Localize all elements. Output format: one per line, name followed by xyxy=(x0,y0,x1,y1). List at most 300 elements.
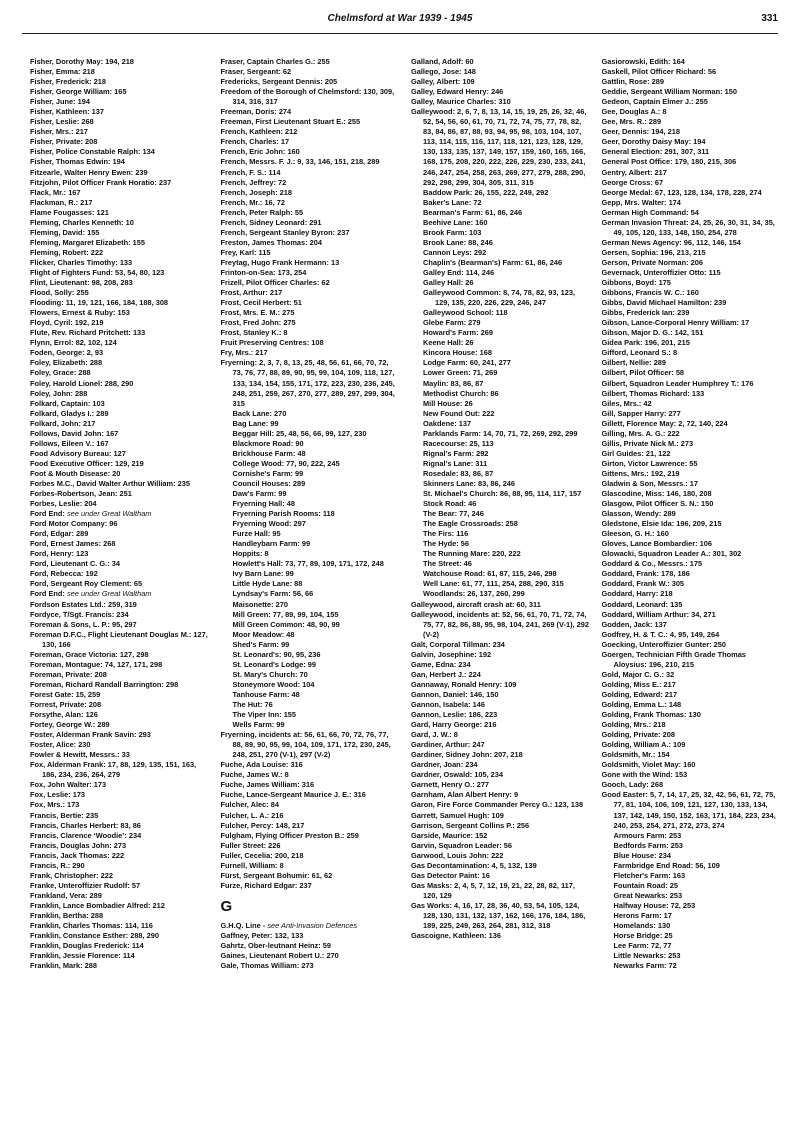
index-entry xyxy=(411,720,590,730)
index-entry xyxy=(602,178,781,188)
index-entry xyxy=(30,67,209,77)
entry-text: Foreman & Sons, L. P.: 95, 297 xyxy=(30,619,137,629)
entry-text: Rignal's Lane: 311 xyxy=(423,458,488,468)
index-subentry xyxy=(221,459,400,469)
index-entry xyxy=(30,107,209,117)
index-entry xyxy=(411,77,590,87)
index-entry xyxy=(602,268,781,278)
index-entry xyxy=(221,178,400,188)
index-entry xyxy=(221,348,400,358)
entry-text: Galleywood School: 118 xyxy=(423,308,508,318)
entry-text: Gilling, Mrs. A. G.: 222 xyxy=(601,428,680,438)
index-subentry xyxy=(411,379,590,389)
entry-text: Tanhouse Farm: 48 xyxy=(232,689,300,699)
entry-text: Gardner, Joan: 234 xyxy=(411,760,478,770)
entry-text: Fuche, Ada Louise: 316 xyxy=(220,760,303,770)
index-entry xyxy=(602,770,781,780)
entry-text: Gilbert, Thomas Richard: 133 xyxy=(601,388,705,398)
entry-text: Garwood, Louis John: 222 xyxy=(411,850,504,860)
index-entry xyxy=(221,218,400,228)
index-entry xyxy=(602,630,781,640)
index-entry xyxy=(602,790,781,830)
index-entry xyxy=(221,338,400,348)
entry-text: Galley Hall: 26 xyxy=(423,278,474,288)
index-entry xyxy=(221,238,400,248)
entry-text: Flight of Fighters Fund: 53, 54, 80, 123 xyxy=(30,267,165,277)
entry-text: Gannon, Isabela: 146 xyxy=(411,700,485,709)
index-subentry xyxy=(221,640,400,650)
index-entry xyxy=(411,740,590,750)
entry-text: St. Leonard's: 90, 95, 236 xyxy=(232,649,321,659)
index-entry xyxy=(221,77,400,87)
index-entry xyxy=(30,941,209,951)
entry-text: Fitzjohn, Pilot Officer Frank Horatio: 237 xyxy=(30,177,172,187)
index-subentry xyxy=(221,710,400,720)
index-subentry xyxy=(602,841,781,851)
index-entry xyxy=(411,931,590,941)
entry-text: Ford, Ernest James: 268 xyxy=(30,539,116,549)
entry-text: French, Sergeant Stanley Byron: 237 xyxy=(220,227,350,237)
index-entry xyxy=(221,931,400,941)
entry-text: Beggar Hill: 25, 48, 56, 66, 99, 127, 230 xyxy=(232,428,367,438)
index-subentry xyxy=(411,559,590,569)
entry-text: Frey, Karl: 115 xyxy=(220,247,271,257)
index-entry xyxy=(602,298,781,308)
index-subentry xyxy=(411,288,590,308)
index-entry xyxy=(30,881,209,891)
entry-text: French, Joseph: 218 xyxy=(220,187,292,197)
index-entry xyxy=(30,569,209,579)
index-entry xyxy=(30,57,209,67)
entry-text: Gahrtz, Ober-leutnant Heinz: 59 xyxy=(220,940,331,950)
running-header xyxy=(22,5,778,34)
entry-text: Golding, Frank Thomas: 130 xyxy=(601,710,701,720)
entry-text: Goddard, William Arthur: 34, 271 xyxy=(601,609,716,619)
entry-text: Galleywood, aircraft crash at: 60, 311 xyxy=(411,599,541,609)
entry-text: French, Peter Ralph: 55 xyxy=(220,207,304,217)
entry-text: Bag Lane: 99 xyxy=(232,418,279,428)
entry-text: Lower Green: 71, 269 xyxy=(423,368,498,378)
index-entry xyxy=(602,168,781,178)
entry-text: Geddie, Sergeant William Norman: 150 xyxy=(601,87,737,97)
entry-text: Franklin, Douglas Frederick: 114 xyxy=(30,941,144,951)
index-entry xyxy=(602,258,781,268)
index-entry xyxy=(30,710,209,720)
entry-text: Foreman, Grace Victoria: 127, 298 xyxy=(30,649,149,659)
index-entry xyxy=(602,569,781,579)
entry-text: Fleming, David: 155 xyxy=(30,227,100,237)
entry-text: Forbes M.C., David Walter Arthur William: 235 xyxy=(30,478,190,488)
index-entry xyxy=(221,67,400,77)
entry-text: G.H.Q. Line - xyxy=(220,920,266,930)
index-entry xyxy=(602,318,781,328)
entry-text: Fisher, Dorothy May: 194, 218 xyxy=(30,57,134,66)
index-entry xyxy=(221,881,400,891)
index-entry xyxy=(30,720,209,730)
index-entry xyxy=(30,268,209,278)
index-subentry xyxy=(221,549,400,559)
index-entry xyxy=(221,770,400,780)
entry-text: Stock Road: 46 xyxy=(423,499,477,509)
entry-text: Foster, Alice: 230 xyxy=(30,740,91,750)
index-entry xyxy=(221,851,400,861)
index-entry xyxy=(30,419,209,429)
index-entry xyxy=(30,620,209,630)
index-entry xyxy=(221,278,400,288)
index-entry xyxy=(221,951,400,961)
index-entry xyxy=(221,228,400,238)
index-subentry xyxy=(411,348,590,358)
index-entry xyxy=(30,911,209,921)
index-subentry xyxy=(411,238,590,248)
entry-text: Golding, Edward: 217 xyxy=(601,689,678,699)
index-entry xyxy=(411,107,590,187)
index-column-3 xyxy=(411,57,590,1132)
entry-text: Fryerning Parish Rooms: 118 xyxy=(232,509,335,519)
entry-text: Frinton-on-Sea: 173, 254 xyxy=(220,267,307,277)
index-entry xyxy=(602,610,781,620)
entry-text: New Found Out: 222 xyxy=(423,408,495,418)
index-subentry xyxy=(221,650,400,660)
entry-text: Gloves, Lance Bombardier: 106 xyxy=(601,539,712,549)
index-entry xyxy=(30,499,209,509)
entry-text: Fountain Road: 25 xyxy=(613,880,678,890)
entry-text: Fuche, James W.: 8 xyxy=(220,770,289,780)
index-entry xyxy=(30,800,209,810)
index-entry xyxy=(602,77,781,87)
index-column-2 xyxy=(221,57,400,1132)
index-entry xyxy=(411,841,590,851)
entry-text: Golding, Emma L.: 148 xyxy=(601,700,682,709)
entry-text: Galvin, Josephine: 192 xyxy=(411,649,492,659)
index-subentry xyxy=(411,258,590,268)
index-subentry xyxy=(411,569,590,579)
entry-text: Gardiner, Arthur: 247 xyxy=(411,740,485,750)
entry-text: Fürst, Sergeant Bohumir: 61, 62 xyxy=(220,870,333,880)
book-title: Chelmsford at War 1939 - 1945 xyxy=(327,13,473,24)
entry-text: Forsythe, Alan: 126 xyxy=(30,710,98,720)
index-entry xyxy=(30,358,209,368)
entry-text: Howard's Farm: 269 xyxy=(423,328,493,338)
index-entry xyxy=(30,650,209,660)
index-subentry xyxy=(411,338,590,348)
entry-text: Fisher, George William: 165 xyxy=(30,87,127,97)
index-subentry xyxy=(602,921,781,931)
entry-text: Food Executive Officer: 129, 219 xyxy=(30,458,144,468)
index-entry xyxy=(411,610,590,640)
index-entry xyxy=(221,107,400,117)
index-entry xyxy=(602,559,781,569)
index-subentry xyxy=(221,680,400,690)
entry-text: Ford, Rebecca: 192 xyxy=(30,569,98,579)
entry-text: Gone with the Wind: 153 xyxy=(601,770,688,780)
entry-text: Racecourse: 25, 113 xyxy=(423,438,494,448)
see-reference: see Anti-Invasion Defences xyxy=(267,920,358,930)
index-subentry xyxy=(411,409,590,419)
index-entry xyxy=(411,600,590,610)
entry-text: Folkard, John: 217 xyxy=(30,418,96,428)
index-entry xyxy=(221,780,400,790)
entry-text: Francis, Clarence ‘Woodie’: 234 xyxy=(30,830,142,840)
entry-text: College Wood: 77, 90, 222, 245 xyxy=(232,458,340,468)
entry-text: French, F. S.: 114 xyxy=(220,167,281,177)
entry-text: Fortey, George W.: 289 xyxy=(30,720,110,730)
index-entry xyxy=(221,117,400,127)
index-subentry xyxy=(411,278,590,288)
entry-text: French, Kathleen: 212 xyxy=(220,127,298,137)
entry-text: Franke, Unteroffizier Rudolf: 57 xyxy=(30,880,141,890)
index-entry xyxy=(30,228,209,238)
entry-text: Ford, Edgar: 289 xyxy=(30,529,89,539)
index-subentry xyxy=(411,419,590,429)
entry-text: The Bear: 77, 246 xyxy=(423,509,484,519)
entry-text: Glebe Farm: 279 xyxy=(423,318,481,328)
index-entry xyxy=(602,348,781,358)
index-entry xyxy=(602,620,781,630)
entry-text: Beehive Lane: 160 xyxy=(423,217,488,227)
entry-text: Garnham, Alan Albert Henry: 9 xyxy=(411,790,519,800)
index-entry xyxy=(30,379,209,389)
index-subentry xyxy=(602,881,781,891)
entry-text: Gifford, Leonard S.: 8 xyxy=(601,348,678,358)
entry-text: Franklin, Bertha: 288 xyxy=(30,910,104,920)
entry-text: Farmbridge End Road: 56, 109 xyxy=(613,860,720,870)
entry-text: Frost, Mrs. E. M.: 275 xyxy=(220,308,295,318)
entry-text: Kincora House: 168 xyxy=(423,348,493,358)
entry-text: Back Lane: 270 xyxy=(232,408,287,418)
entry-text: Galland, Adolf: 60 xyxy=(411,57,474,66)
index-subentry xyxy=(602,861,781,871)
index-subentry xyxy=(411,549,590,559)
index-entry xyxy=(30,821,209,831)
entry-text: Fuche, James William: 316 xyxy=(220,780,315,790)
entry-text: Fraser, Captain Charles G.: 255 xyxy=(220,57,330,66)
entry-text: Folkard, Gladys I.: 289 xyxy=(30,408,109,418)
entry-text: Fry, Mrs.: 217 xyxy=(220,348,268,358)
entry-text: Fuller Street: 226 xyxy=(220,840,281,850)
entry-text: Franklin, Constance Esther: 288, 290 xyxy=(30,931,159,941)
entry-text: Galley End: 114, 246 xyxy=(423,267,495,277)
index-subentry xyxy=(221,429,400,439)
index-entry xyxy=(411,760,590,770)
index-entry xyxy=(602,449,781,459)
index-entry xyxy=(30,368,209,378)
index-entry xyxy=(30,137,209,147)
entry-text: Gibson, Major D. G.: 142, 151 xyxy=(601,328,704,338)
entry-text: Gibbs, Frederick Ian: 239 xyxy=(601,308,690,318)
entry-text: French, Eric John: 160 xyxy=(220,147,300,157)
index-entry xyxy=(411,660,590,670)
index-subentry xyxy=(411,489,590,499)
entry-text: Fryerning Hall: 48 xyxy=(232,499,295,509)
entry-text: Fisher, Thomas Edwin: 194 xyxy=(30,157,125,167)
index-entry xyxy=(221,730,400,760)
entry-text: Well Lane: 61, 77, 111, 254, 288, 290, 315 xyxy=(423,579,564,589)
index-entry xyxy=(221,258,400,268)
entry-text: Cannon Leys: 292 xyxy=(423,247,487,257)
entry-text: Brook Farm: 103 xyxy=(423,227,482,237)
index-entry xyxy=(602,650,781,670)
entry-text: Fryerning, incidents at: 56, 61, 66, 70, 72, 76, 77, 88, 89, 90, 95, 99, 104, 109, 171, 172, 230, 245, 248, 251, 270 (V-1), 297 (V-2) xyxy=(220,730,391,760)
entry-text: General Election: 291, 307, 311 xyxy=(601,147,710,157)
index-entry xyxy=(411,750,590,760)
index-subentry xyxy=(221,569,400,579)
index-entry xyxy=(221,800,400,810)
index-subentry xyxy=(221,479,400,489)
entry-text: Maisonette: 270 xyxy=(232,599,288,609)
entry-text: Gerson, Private Norman: 206 xyxy=(601,257,703,267)
entry-text: Garnett, Henry O.: 277 xyxy=(411,780,490,790)
entry-text: Foreman, Montague: 74, 127, 171, 298 xyxy=(30,659,163,669)
index-entry xyxy=(221,790,400,800)
index-entry xyxy=(221,921,400,931)
entry-text: Flute, Rev. Richard Pritchett: 133 xyxy=(30,328,146,338)
entry-text: Franklin, Mark: 288 xyxy=(30,961,97,971)
entry-text: Foreman D.F.C., Flight Lieutenant Douglas M.: 127, 130, 166 xyxy=(30,629,208,649)
index-entry xyxy=(30,208,209,218)
index-entry xyxy=(602,238,781,248)
index-entry xyxy=(411,790,590,800)
entry-text: Flicker, Charles Timothy: 133 xyxy=(30,257,133,267)
index-subentry xyxy=(602,851,781,861)
entry-text: Goddard & Co., Messrs.: 175 xyxy=(601,559,703,569)
index-entry xyxy=(221,841,400,851)
index-entry xyxy=(30,690,209,700)
see-reference: see under Great Waltham xyxy=(66,509,152,519)
entry-text: Gardiner, Sidney John: 207, 218 xyxy=(411,750,523,760)
entry-text: French, Mr.: 16, 72 xyxy=(220,197,285,207)
entry-text: Francis, Jack Thomas: 222 xyxy=(30,850,125,860)
entry-text: Methodist Church: 86 xyxy=(423,388,499,398)
entry-text: Goddard, Frank: 178, 186 xyxy=(601,569,690,579)
index-entry xyxy=(30,338,209,348)
index-entry xyxy=(411,770,590,780)
entry-text: Frost, Arthur: 217 xyxy=(220,288,283,298)
entry-text: Rignal's Farm: 292 xyxy=(423,448,489,458)
index-entry xyxy=(30,529,209,539)
index-subentry xyxy=(411,218,590,228)
entry-text: Golding, William A.: 109 xyxy=(601,740,686,750)
index-entry xyxy=(602,640,781,650)
index-entry xyxy=(30,328,209,338)
entry-text: Galleywood: 2, 6, 7, 8, 13, 14, 15, 19, 25, 26, 32, 46, 52, 54, 56, 60, 61, 70, 71, 72, 74, 75, 77, 78, 82, 83, 84, 86, 87, 88, 93, 94, 95, 98, 103, 104, 107, 113, 114, 115, 116, 117, 118, 121, 123, 128, 129, 130, 133, 135, 137, 149, 157, 159, 160, 165, 166, 168, 175, 208, 220, 222, 226, 229, 230, 233, 241, 246, 247, 254, 258, 263, 269, 277, 279, 288, 290, 292, 298, 299, 304, 305, 311, 315 xyxy=(411,107,587,187)
index-entry xyxy=(602,429,781,439)
index-entry xyxy=(30,589,209,599)
entry-text: Cornishe's Farm: 99 xyxy=(232,468,304,478)
entry-text: The Hyde: 56 xyxy=(423,539,470,549)
index-entry xyxy=(30,218,209,228)
page-number: 331 xyxy=(761,13,778,24)
entry-text: Gee, Mrs. R.: 289 xyxy=(601,117,662,127)
entry-text: The Running Mare: 220, 222 xyxy=(423,549,521,559)
entry-text: Fuche, Lance-Sergeant Maurice J. E.: 316 xyxy=(220,790,366,800)
entry-text: The Hut: 76 xyxy=(232,700,273,709)
index-entry xyxy=(30,750,209,760)
index-entry xyxy=(221,198,400,208)
index-entry xyxy=(602,137,781,147)
index-subentry xyxy=(411,358,590,368)
index-subentry xyxy=(221,539,400,549)
index-entry xyxy=(30,509,209,519)
entry-text: Mill Green: 77, 89, 99, 104, 155 xyxy=(232,609,339,619)
entry-text: Chaplin's (Bearman's) Farm: 61, 86, 246 xyxy=(423,257,563,267)
index-entry xyxy=(411,901,590,931)
entry-text: The Firs: 116 xyxy=(423,529,469,539)
entry-text: Gibbons, Francis W. C.: 160 xyxy=(601,288,699,298)
entry-text: Good Easter: 5, 7, 14, 17, 25, 32, 42, 56, 61, 72, 75, 77, 81, 104, 106, 109, 121, 127, 130, 133, 134, 137, 142, 149, 150, 152, 163, 171, 184, 223, 234, 240, 253, 254, 271, 272, 273, 274 xyxy=(601,790,776,830)
index-entry xyxy=(221,861,400,871)
index-subentry xyxy=(602,891,781,901)
index-entry xyxy=(30,117,209,127)
index-entry xyxy=(30,901,209,911)
entry-text: Newarks Farm: 72 xyxy=(613,961,677,971)
entry-text: Gold, Major C. G.: 32 xyxy=(601,669,675,679)
entry-text: Rosedale: 83, 86, 87 xyxy=(423,468,494,478)
entry-text: Fisher, Kathleen: 137 xyxy=(30,107,104,117)
index-entry xyxy=(30,77,209,87)
index-entry xyxy=(602,188,781,198)
index-entry xyxy=(411,650,590,660)
index-subentry xyxy=(221,620,400,630)
entry-text: Goecking, Unteroffizier Gunter: 250 xyxy=(601,639,726,649)
entry-text: Fisher, Police Constable Ralph: 134 xyxy=(30,147,155,157)
entry-text: Goldsmith, Violet May: 160 xyxy=(601,760,696,770)
index-entry xyxy=(411,811,590,821)
entry-text: Foreman, Richard Randall Barrington: 298 xyxy=(30,679,179,689)
entry-text: Parklands Farm: 14, 70, 71, 72, 269, 292, 299 xyxy=(423,428,578,438)
entry-text: French, Jeffrey: 72 xyxy=(220,177,287,187)
entry-text: Gattlin, Rose: 289 xyxy=(601,77,664,87)
entry-text: Golding, Mrs.: 218 xyxy=(601,720,666,730)
entry-text: Golding, Private: 208 xyxy=(601,730,676,740)
entry-text: Glowacki, Squadron Leader A.: 301, 302 xyxy=(601,549,742,559)
index-entry xyxy=(411,831,590,841)
entry-text: Flowers, Ernest & Ruby: 153 xyxy=(30,308,130,318)
entry-text: Francis, Bertie: 235 xyxy=(30,810,99,820)
index-column-4 xyxy=(602,57,781,1132)
index-subentry xyxy=(602,901,781,911)
entry-text: The Eagle Crossroads: 258 xyxy=(423,519,518,529)
index-entry xyxy=(221,298,400,308)
index-subentry xyxy=(602,871,781,881)
entry-text: German Invasion Threat: 24, 25, 26, 30, 31, 34, 35, 49, 105, 120, 133, 148, 150, 254, 278 xyxy=(601,217,775,237)
entry-text: Frost, Fred John: 275 xyxy=(220,318,296,328)
index-subentry xyxy=(221,469,400,479)
entry-text: Fletcher's Farm: 163 xyxy=(613,870,686,880)
index-entry xyxy=(602,67,781,77)
entry-text: General Post Office: 179, 180, 215, 306 xyxy=(601,157,737,167)
index-entry xyxy=(602,57,781,67)
index-entry xyxy=(30,700,209,710)
index-entry xyxy=(602,97,781,107)
entry-text: Fryerning: 2, 3, 7, 8, 13, 25, 48, 56, 61, 66, 70, 72, 73, 76, 77, 88, 89, 90, 95, 99, 104, 109, 118, 127, 133, 134, 154, 155, 171, 172, 223, 230, 236, 245, 248, 251, 259, 267, 270, 277, 289, 297, 299, 304, 315 xyxy=(220,358,395,408)
entry-text: Hoppits: 8 xyxy=(232,549,269,559)
index-entry xyxy=(30,389,209,399)
index-subentry xyxy=(221,499,400,509)
entry-text: Gepp, Mrs. Walter: 174 xyxy=(601,197,681,207)
entry-text: Follows, David John: 167 xyxy=(30,428,119,438)
index-entry xyxy=(30,811,209,821)
index-subentry xyxy=(221,489,400,499)
entry-text: Howlett's Hall: 73, 77, 89, 109, 171, 172, 248 xyxy=(232,559,384,569)
index-subentry xyxy=(411,449,590,459)
entry-text: Moor Meadow: 48 xyxy=(232,629,295,639)
entry-text: Gilbert, Pilot Officer: 58 xyxy=(601,368,685,378)
index-entry xyxy=(602,338,781,348)
index-subentry xyxy=(411,509,590,519)
index-entry xyxy=(411,881,590,901)
entry-text: The Street: 46 xyxy=(423,559,472,569)
